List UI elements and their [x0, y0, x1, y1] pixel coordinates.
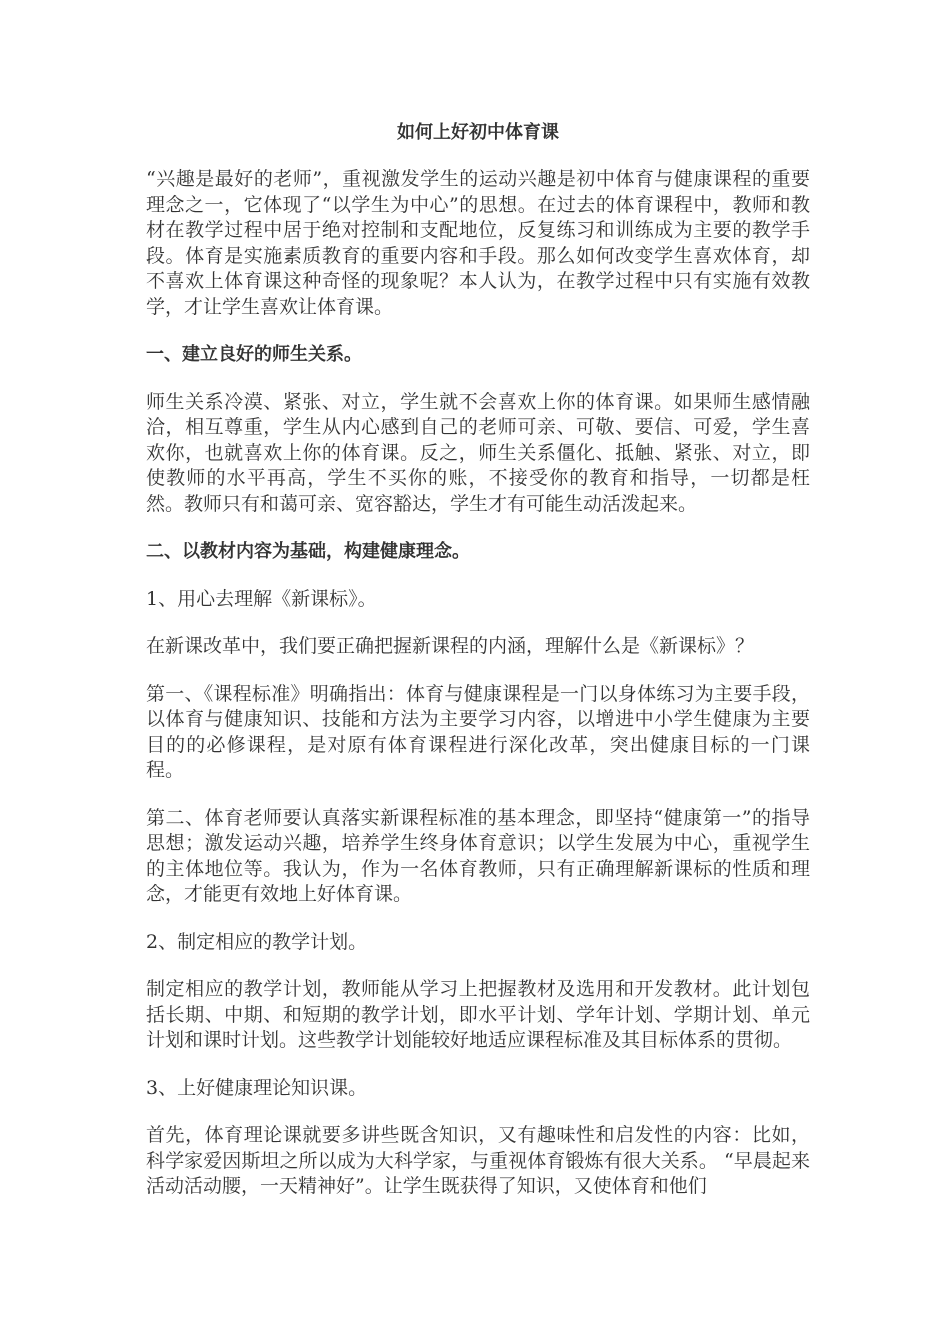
document-title: 如何上好初中体育课: [397, 122, 559, 143]
document-body: [146, 120, 810, 1222]
subsection-1-paragraph-c: 第二、体育老师要认真落实新课程标准的基本理念，即坚持“健康第一”的指导思想；激发运动兴趣，培养学生终身体育意识；以学生发展为中心，重视学生的主体地位等。我认为，作为一名体育教师，只有正确理解新课标的性质和理念，才能更有效地上好体育课。: [146, 806, 810, 905]
subsection-1-paragraph-b: 第一、《课程标准》明确指出：体育与健康课程是一门以身体练习为主要手段，以体育与健康知识、技能和方法为主要学习内容，以增进中小学生健康为主要目的的必修课程，是对原有体育课程进行深化改革，突出健康目标的一门课程。: [146, 682, 810, 781]
subsection-1-paragraph-a: 在新课改革中，我们要正确把握新课程的内涵，理解什么是《新课标》？: [146, 635, 755, 657]
subsection-3: 3、上好健康理论知识课。: [146, 1076, 368, 1099]
intro-paragraph: “兴趣是最好的老师”，重视激发学生的运动兴趣是初中体育与健康课程的重要理念之一，它体现了“以学生为中心”的思想。在过去的体育课程中，教师和教材在教学过程中居于绝对控制和支配地位，反复练习和训练成为主要的教学手段。体育是实施素质教育的重要内容和手段。那么如何改变学生喜欢体育，却不喜欢上体育课这种奇怪的现象呢？本人认为，在教学过程中只有实施有效教学，才让学生喜欢让体育课。: [146, 168, 810, 318]
subsection-2: 2、制定相应的教学计划。: [146, 930, 368, 953]
section-1-paragraph: 师生关系冷漠、紧张、对立，学生就不会喜欢上你的体育课。如果师生感情融洽，相互尊重，学生从内心感到自己的老师可亲、可敬、要信、可爱，学生喜欢你，也就喜欢上你的体育课。反之，师生关系僵化、抵触、紧张、对立，即使教师的水平再高，学生不买你的账，不接受你的教育和指导，一切都是枉然。教师只有和蔼可亲、宽容豁达，学生才有可能生动活泼起来。: [146, 390, 810, 515]
subsection-3-paragraph: 首先，体育理论课就要多讲些既含知识，又有趣味性和启发性的内容：比如，科学家爱因斯坦之所以成为大科学家，与重视体育锻炼有很大关系。 “早晨起来活动活动腰，一天精神好”。让学生既获得了知识，又使体育和他们: [146, 1124, 810, 1197]
section-heading-1: 一、建立良好的师生关系。: [146, 344, 362, 365]
subsection-2-paragraph: 制定相应的教学计划，教师能从学习上把握教材及选用和开发教材。此计划包括长期、中期、和短期的教学计划，即水平计划、学年计划、学期计划、单元计划和课时计划。这些教学计划能较好地适应课程标准及其目标体系的贯彻。: [146, 978, 810, 1051]
section-heading-2: 二、以教材内容为基础，构建健康理念。: [146, 541, 470, 562]
subsection-1: 1、用心去理解《新课标》。: [146, 587, 377, 610]
